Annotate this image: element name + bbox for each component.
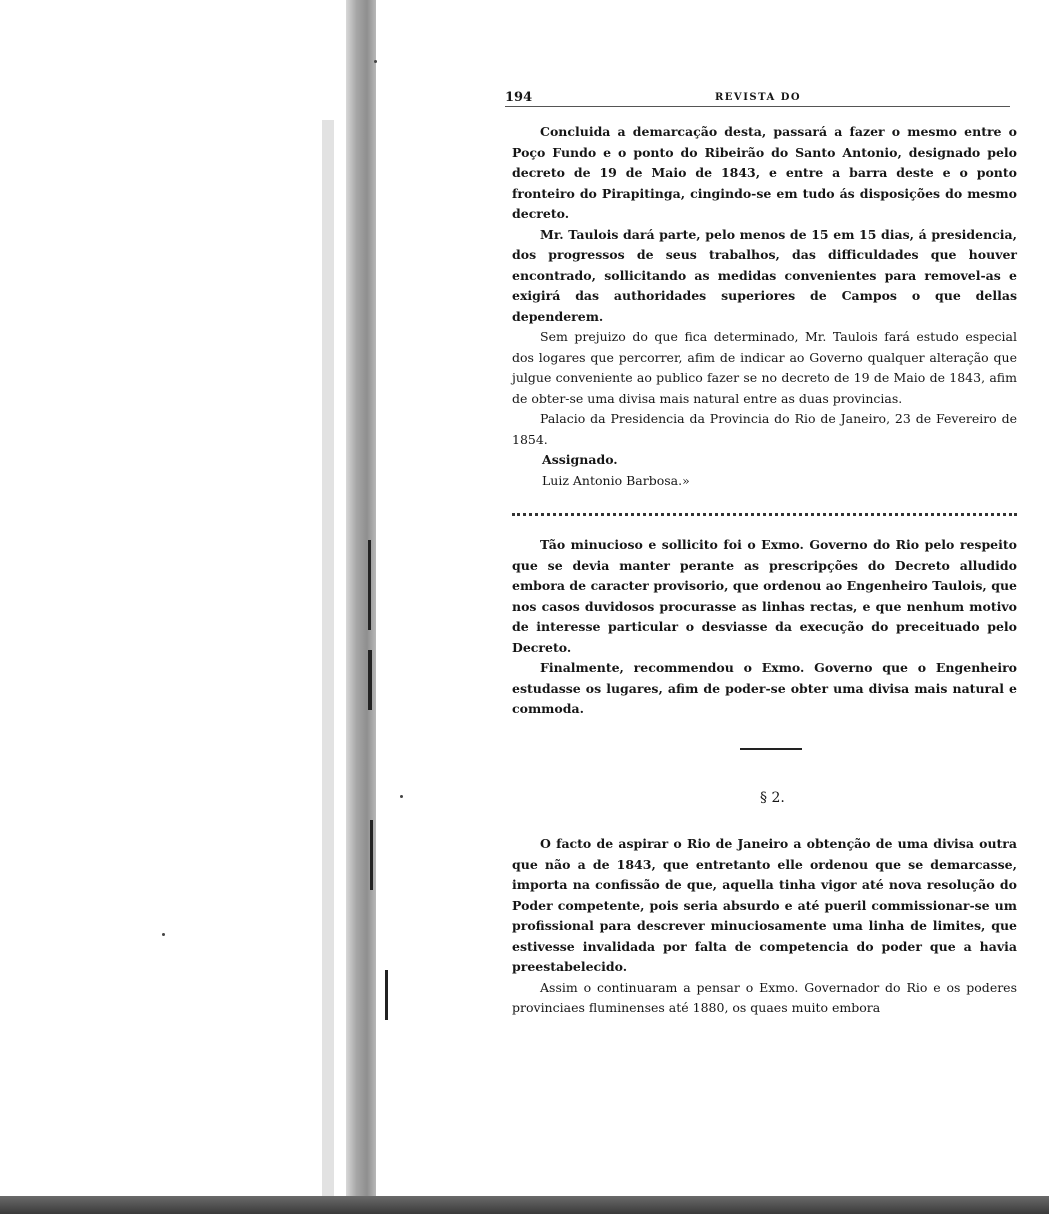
signature-label: Assignado. — [542, 452, 618, 467]
binding-mark — [368, 540, 371, 630]
book-binding — [346, 0, 376, 1214]
text-block-commentary — [512, 535, 1017, 720]
page-number: 194 — [505, 90, 533, 105]
section-rule — [740, 748, 802, 750]
page-gutter-shadow — [322, 120, 334, 1214]
paragraph: Mr. Taulois dará parte, pelo menos de 15 em 15 dias, á presidencia, dos progressos de seus trabalhos, das difficuldades que houver encontrado, sollicitando as medidas convenientes para removel-as e exigirá das authoridades superiores de Campos o que dellas dependerem. — [512, 226, 1017, 324]
header-rule — [505, 106, 1010, 107]
text-block-decree — [512, 122, 1017, 491]
binding-mark — [368, 650, 372, 710]
scan-speck — [162, 933, 165, 936]
binding-mark — [385, 970, 388, 1020]
paragraph: Finalmente, recommendou o Exmo. Governo que o Engenheiro estudasse os lugares, afim de poder-se obter uma divisa mais natural e commoda. — [512, 660, 1017, 716]
paragraph: Tão minucioso e sollicito foi o Exmo. Governo do Rio pelo respeito que se devia manter perante as prescripções do Decreto alludido embora de caracter provisorio, que ordenou ao Engenheiro Taulois, que nos casos duvidosos procurasse as linhas rectas, e que nenhum motivo de interesse particular o desviasse da execução do preceituado pelo Decreto. — [512, 537, 1017, 655]
page-header — [505, 90, 1010, 106]
signature-name: Luiz Antonio Barbosa.» — [542, 472, 690, 488]
scan-bottom-edge — [0, 1196, 1049, 1214]
paragraph: Palacio da Presidencia da Provincia do Rio de Janeiro, 23 de Fevereiro de 1854. — [512, 411, 1017, 447]
paragraph: O facto de aspirar o Rio de Janeiro a obtenção de uma divisa outra que não a de 1843, que entretanto elle ordenou que se demarcasse, importa na confissão de que, aquella tinha vigor até nova resolução do Poder competente, pois seria absurdo e até pueril commissionar-se um profissional para descrever minuciosamente uma linha de limites, que estivesse invalidada por falta de competencia do poder que a havia preestabelecido. — [512, 836, 1017, 974]
dotted-separator — [512, 513, 1017, 516]
binding-mark — [370, 820, 373, 890]
paragraph: Sem prejuizo do que fica determinado, Mr. Taulois fará estudo especial dos logares que percorrer, afim de indicar ao Governo qualquer alteração que julgue conveniente ao publico fazer se no decreto de 19 de Maio de 1843, afim de obter-se uma divisa mais natural entre as duas provincias. — [512, 329, 1017, 406]
section-heading: § 2. — [760, 790, 785, 806]
paragraph: Concluida a demarcação desta, passará a fazer o mesmo entre o Poço Fundo e o ponto do Ribeirão do Santo Antonio, designado pelo decreto de 19 de Maio de 1843, e entre a barra deste e o ponto fronteiro do Pirapitinga, cingindo-se em tudo ás disposições do mesmo decreto. — [512, 124, 1017, 221]
text-block-section-2 — [512, 834, 1017, 1019]
paragraph: Assim o continuaram a pensar o Exmo. Governador do Rio e os poderes provinciaes fluminenses até 1880, os quaes muito embora — [512, 979, 1017, 1015]
running-head: REVISTA DO — [715, 92, 802, 103]
scan-speck — [400, 795, 403, 798]
scan-speck — [374, 60, 377, 63]
